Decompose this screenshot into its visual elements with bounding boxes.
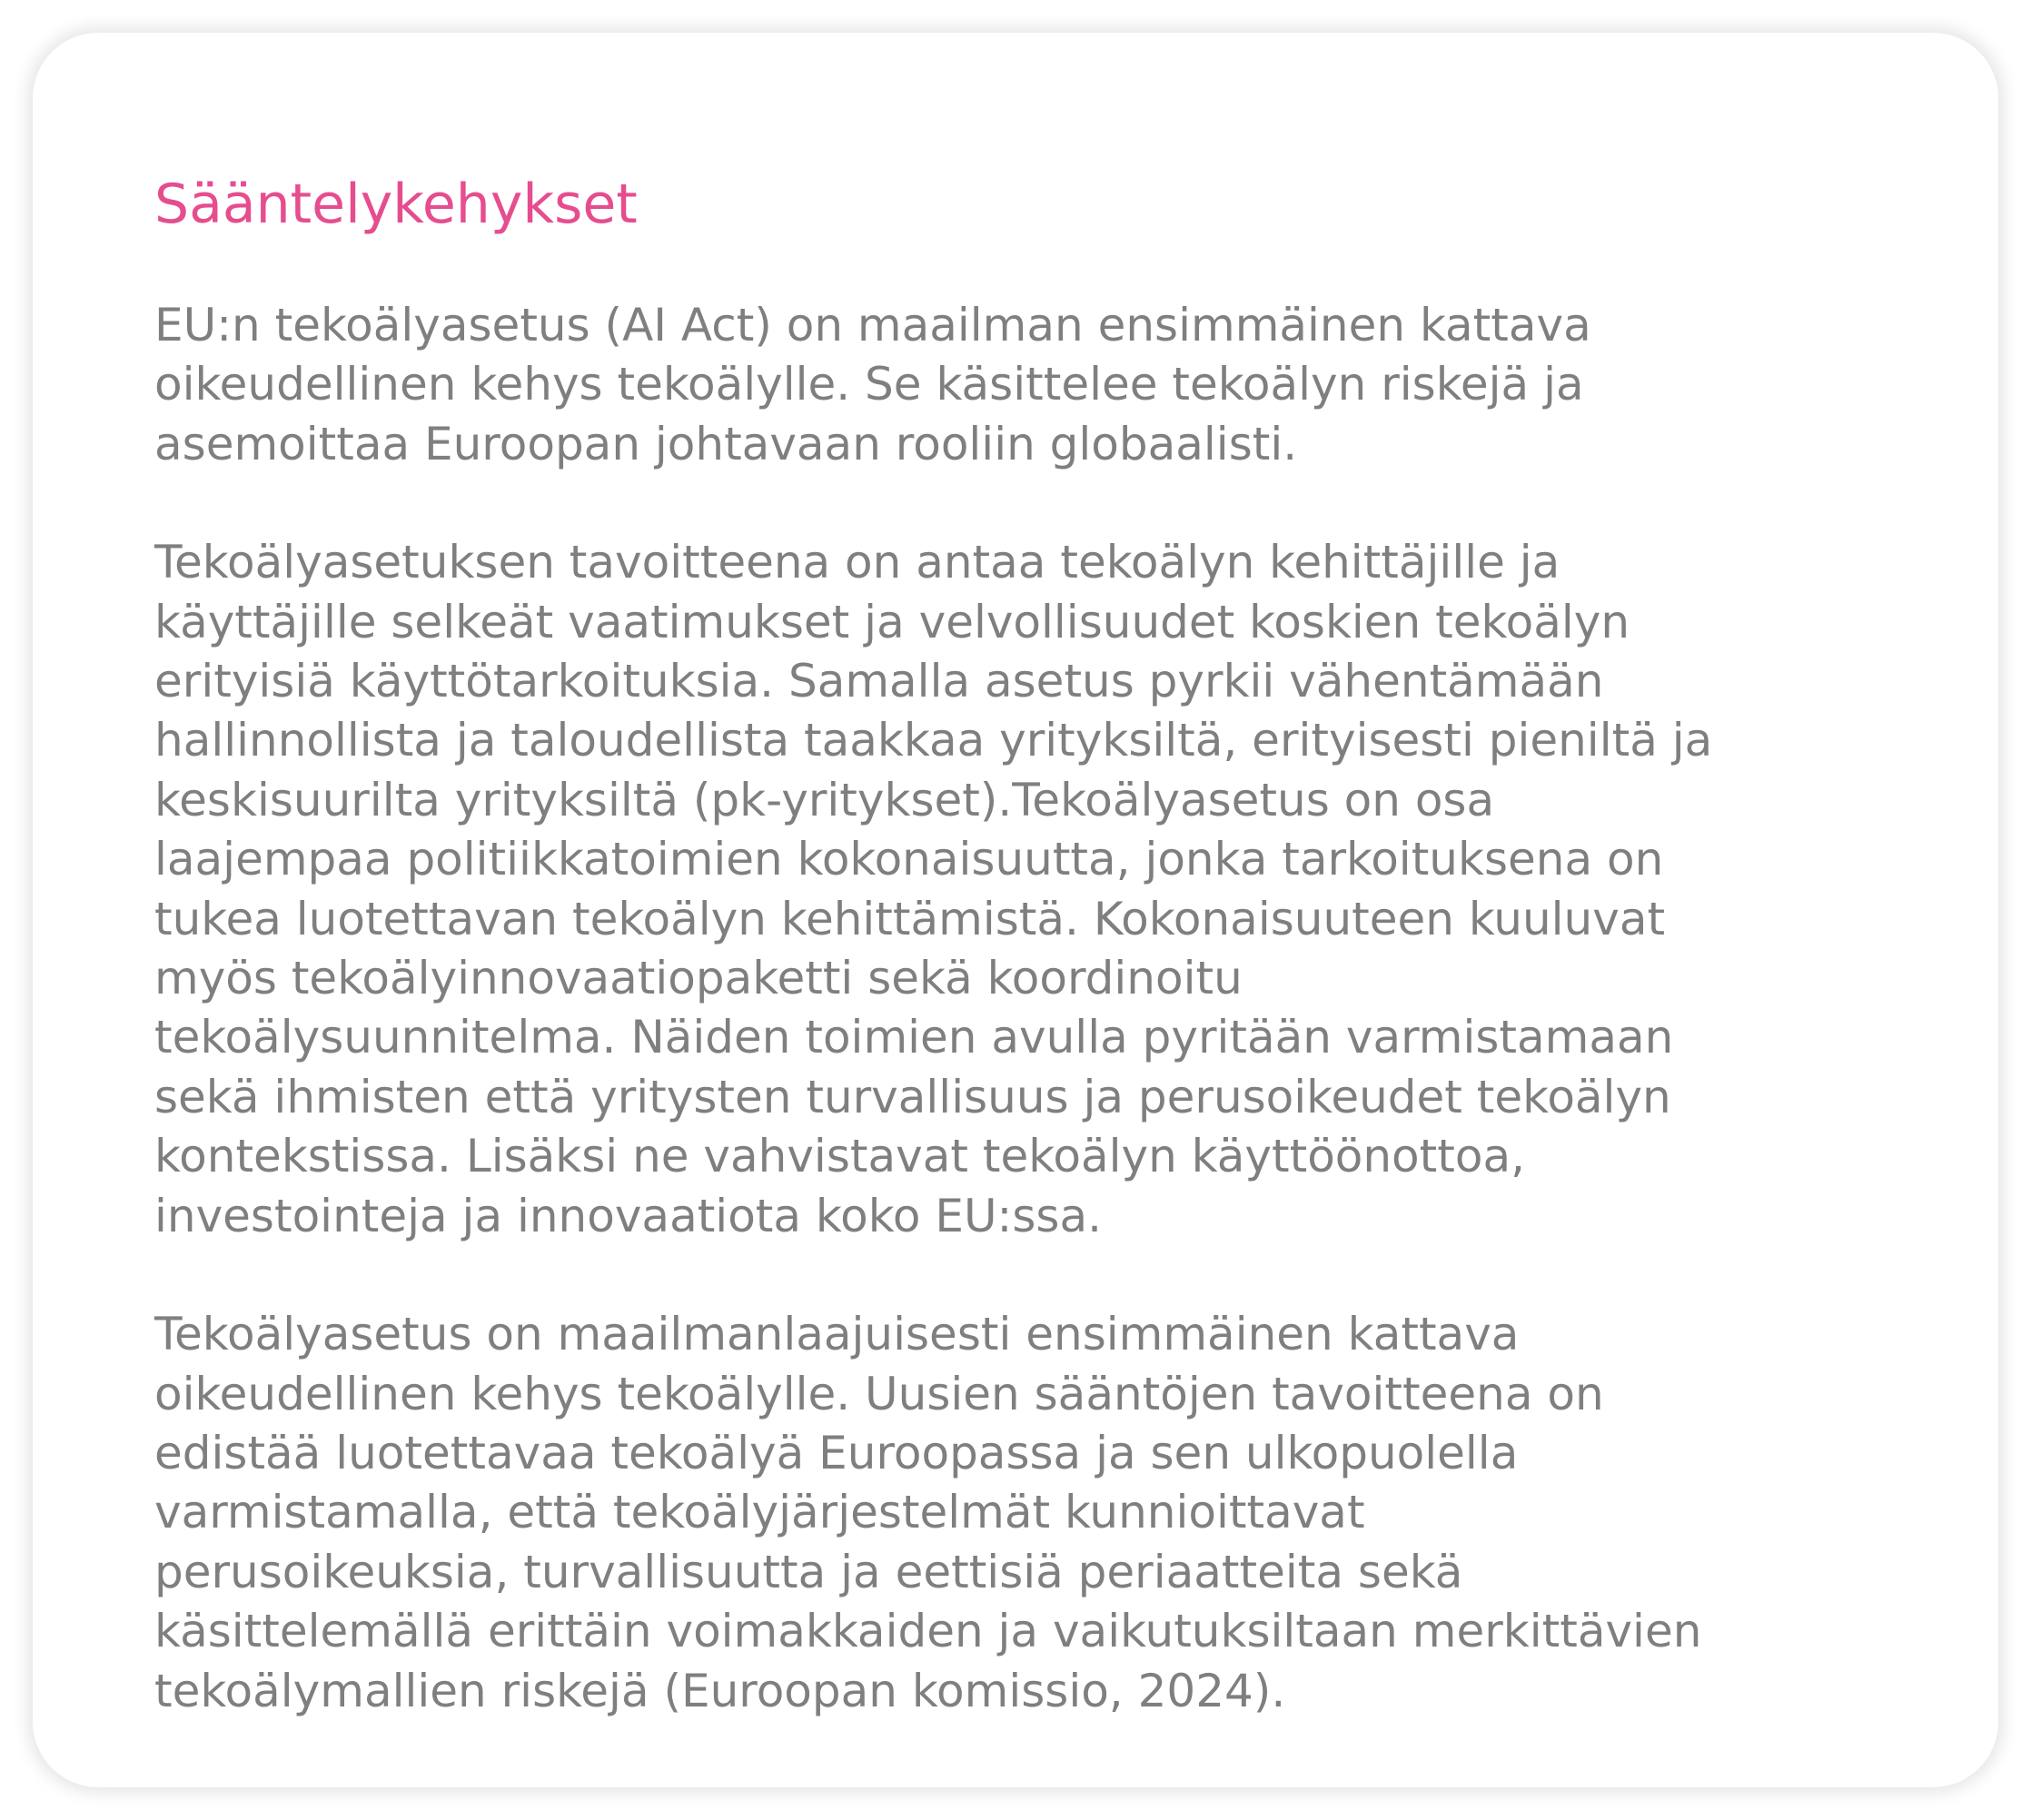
content-card	[33, 33, 1998, 1787]
text-line: Tekoälyasetuksen tavoitteena on antaa tekoälyn kehittäjille ja	[154, 536, 1560, 589]
text-line: kontekstissa. Lisäksi ne vahvistavat tekoälyn käyttöönottoa,	[154, 1130, 1525, 1183]
text-line: sekä ihmisten että yritysten turvallisuus ja perusoikeudet tekoälyn	[154, 1070, 1671, 1123]
text-line: EU:n tekoälyasetus (AI Act) on maailman ensimmäinen kattava	[154, 299, 1591, 351]
text-line: tukea luotettavan tekoälyn kehittämistä. Kokonaisuuteen kuuluvat	[154, 892, 1666, 945]
text-line: keskisuurilta yrityksiltä (pk-yritykset).Tekoälyasetus on osa	[154, 773, 1495, 826]
text-line: edistää luotettavaa tekoälyä Euroopassa ja sen ulkopuolella	[154, 1426, 1519, 1479]
text-line: asemoittaa Euroopan johtavaan rooliin globaalisti.	[154, 417, 1298, 470]
text-line: varmistamalla, että tekoälyjärjestelmät kunnioittavat	[154, 1486, 1365, 1539]
text-line: myös tekoälyinnovaatiopaketti sekä koordinoitu	[154, 952, 1243, 1005]
text-line: laajempaa politiikkatoimien kokonaisuutta, jonka tarkoituksena on	[154, 833, 1664, 886]
text-line: Tekoälyasetus on maailmanlaajuisesti ensimmäinen kattava	[154, 1308, 1520, 1361]
paragraph-goals	[154, 533, 1907, 1246]
paragraph-intro	[154, 296, 1907, 474]
section-heading: Sääntelykehykset	[154, 173, 638, 236]
text-line: oikeudellinen kehys tekoälylle. Se käsittelee tekoälyn riskejä ja	[154, 358, 1584, 411]
text-line: tekoälymallien riskejä (Euroopan komissio, 2024).	[154, 1664, 1286, 1717]
text-line: oikeudellinen kehys tekoälylle. Uusien sääntöjen tavoitteena on	[154, 1367, 1604, 1420]
paragraph-summary	[154, 1305, 1907, 1721]
text-line: käsittelemällä erittäin voimakkaiden ja vaikutuksiltaan merkittävien	[154, 1605, 1702, 1658]
text-line: perusoikeuksia, turvallisuutta ja eettisiä periaatteita sekä	[154, 1545, 1463, 1598]
card-content	[154, 169, 1907, 1780]
text-line: hallinnollista ja taloudellista taakkaa yrityksiltä, erityisesti pieniltä ja	[154, 714, 1713, 767]
text-line: tekoälysuunnitelma. Näiden toimien avulla pyritään varmistamaan	[154, 1011, 1674, 1064]
text-line: käyttäjille selkeät vaatimukset ja velvollisuudet koskien tekoälyn	[154, 595, 1630, 648]
text-line: investointeja ja innovaatiota koko EU:ssa.	[154, 1189, 1103, 1242]
text-line: erityisiä käyttötarkoituksia. Samalla asetus pyrkii vähentämään	[154, 655, 1604, 708]
